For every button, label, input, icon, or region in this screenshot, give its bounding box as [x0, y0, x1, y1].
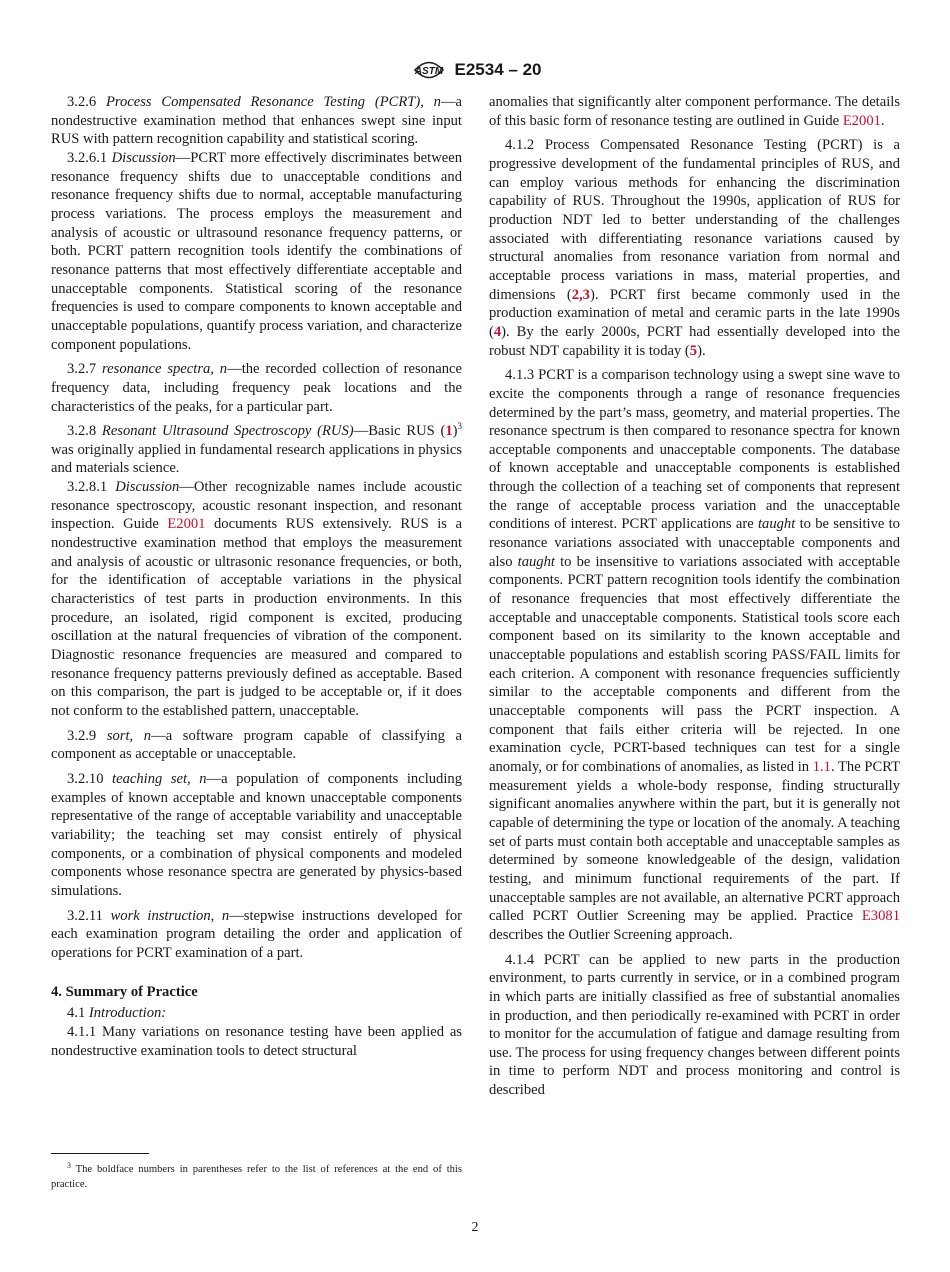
paragraph-continued: anomalies that significantly alter component performance. The details of this basic form of resonance testing are outlined in Guide E2001.: [489, 94, 900, 129]
paragraph-3-2-7: 3.2.7 resonance spectra, n—the recorded collection of resonance frequency data, including frequency peak locations and the characteristics of the peaks, for a particular part.: [51, 361, 462, 415]
paragraph-3-2-8: 3.2.8 Resonant Ultrasound Spectroscopy (RUS)—Basic RUS $(1)^3$ was originally applied in fundamental research applications in physics and materials science.: [51, 421, 462, 477]
reference-link[interactable]: 5: [689, 342, 698, 359]
footnote: $^3$ The boldface numbers in parentheses refer to the list of references at the end of this practice.: [51, 1161, 462, 1190]
paragraph-3-2-11: 3.2.11 work instruction, n—stepwise instructions developed for each examination program detailing the order and application of operations for PCRT examination of a part.: [51, 907, 463, 961]
paragraph-3-2-8-1: 3.2.8.1 Discussion—Other recognizable names include acoustic resonance spectroscopy, acoustic resonant inspection, and resonant inspection. Guide E2001 documents RUS extensively. RUS is a nondestructive examination method that employs the measurement and analysis of acoustic or ultrasonic resonance frequencies, or both, for the identification of acceptable variations in the physical characteristics of test parts in production environments. In this procedure, an isolated, rigid component is excited, producing oscillation at the natural frequencies of vibration of the component. Diagnostic resonance frequencies are measured and compared to resonance frequency patterns previously defined as acceptable. Based on this comparison, the part is judged to be acceptable or, if it does not conform to the established pattern, unacceptable.: [51, 479, 463, 719]
paragraph-4-1-2: 4.1.2 Process Compensated Resonance Testing (PCRT) is a progressive development of the fundamental principles of RUS, and can employ various methods for enhancing the discrimination capability of RUS. Throughout the 1990s, application of RUS for production NDT led to better understanding of the challenges associated with differentiating resonance variations caused by structural anomalies from resonance variation from normal and acceptable process variations in mass, material properties, and dimensions (2,3). PCRT first became commonly used in the production examination of metal and ceramic parts in the late 1990s (4). By the early 2000s, PCRT had essentially developed into the robust NDT capability it is today (5).: [489, 137, 900, 359]
paragraph-3-2-6: 3.2.6 Process Compensated Resonance Testing (PCRT), n—a nondestructive examination method that enhances swept sine input RUS with pattern recognition capability and statistical scoring.: [51, 94, 463, 148]
paragraph-4-1: 4.1 Introduction:: [67, 1005, 167, 1022]
astm-logo-icon: [409, 57, 449, 83]
footnote-divider: [51, 1153, 149, 1154]
paragraph-3-2-10: 3.2.10 teaching set, n—a population of components including examples of known acceptable and known unacceptable components representative of the range of acceptable variability and unacceptable variability; the teaching set may consist entirely of physical components, or a combination of physical components and modeled components whose resonance spectra are generated by physics-based simulations.: [51, 770, 462, 899]
page-header: [0, 58, 950, 82]
document-designation: E2534 – 20: [454, 60, 542, 79]
reference-link[interactable]: 2,3: [571, 286, 590, 303]
left-column: [51, 93, 462, 1060]
reference-link[interactable]: 4: [493, 323, 502, 340]
reference-link[interactable]: 1: [445, 423, 453, 440]
e3081-link[interactable]: E3081: [861, 908, 900, 925]
section-1-1-link[interactable]: 1.1: [812, 758, 831, 775]
paragraph-3-2-9: 3.2.9 sort, n—a software program capable of classifying a component as acceptable or unacceptable.: [51, 727, 462, 763]
right-column: [489, 93, 900, 1100]
paragraph-4-1-4: 4.1.4 PCRT can be applied to new parts in the production environment, to parts currently in service, or in a combined program in which parts are initially classified as free of substantial anomalies in production, and then periodically re-examined with PCRT in order to monitor for the accumulation of fatigue and damage resulting from use. The process for using frequency changes between different points in time to perform NDT and process monitoring and control is described: [489, 951, 900, 1099]
paragraph-4-1-1: 4.1.1 Many variations on resonance testing have been applied as nondestructive examination tools to detect structural: [51, 1023, 462, 1059]
e2001-link[interactable]: E2001: [167, 516, 206, 533]
paragraph-4-1-3: 4.1.3 PCRT is a comparison technology using a swept sine wave to excite the components through a range of resonance frequencies determined by the part’s mass, geometry, and material properties. The resonance spectrum is then compared to resonance spectra for known acceptable components and unacceptable components. The database of known acceptable and unacceptable components is established through the collection of a teaching set of components that represent the range of acceptable process variation and the unacceptable conditions of interest. PCRT applications are taught to be sensitive to resonance variations associated with unacceptable components and also taught to be insensitive to variations associated with acceptable components. PCRT pattern recognition tools identify the combination of resonance frequencies that most effectively differentiate the acceptable and unacceptable components. Statistical tools score each component based on its similarity to the known acceptable and unacceptable populations and establish scoring PASS/FAIL limits for each criterion. A component with resonance frequencies sufficiently similar to the acceptable components and different from the unacceptable components will pass the PCRT inspection. A component that fails either criteria will be rejected. In one examination cycle, PCRT-based techniques can test for a single anomaly, or for combinations of anomalies, as listed in 1.1. The PCRT measurement yields a whole-body response, finding structurally significant anomalies anywhere within the part, but it is generally not capable of determining the type or location of the anomaly. A teaching set of parts must contain both acceptable and unacceptable samples as determined by someone knowledgeable of the design, validation testing, and minimum functional requirements of the part. If unacceptable samples are not available, an alternative PCRT approach called PCRT Outlier Screening may be applied. Practice E3081 describes the Outlier Screening approach.: [489, 367, 900, 943]
svg-text:ASTM: ASTM: [414, 66, 443, 77]
paragraph-3-2-6-1: 3.2.6.1 Discussion—PCRT more effectively discriminates between resonance frequency shifts due to unacceptable conditions and resonance frequency shifts due to normal, acceptable manufacturing process variations. The process employs the measurement and analysis of acoustic or ultrasound resonance frequency patterns, or both. PCRT pattern recognition tools identify the combinations of resonance patterns that most effectively differentiate acceptable and unacceptable components. Statistical scoring of the resonance frequencies is used to compare components to known acceptable and unacceptable populations, quantify process variation, and characterize component populations.: [51, 149, 462, 353]
footnote-marker: 3: [457, 421, 462, 432]
section-heading: 4. Summary of Practice: [51, 983, 198, 1000]
e2001-link[interactable]: E2001: [842, 112, 881, 129]
page-number: 2: [471, 1220, 479, 1235]
